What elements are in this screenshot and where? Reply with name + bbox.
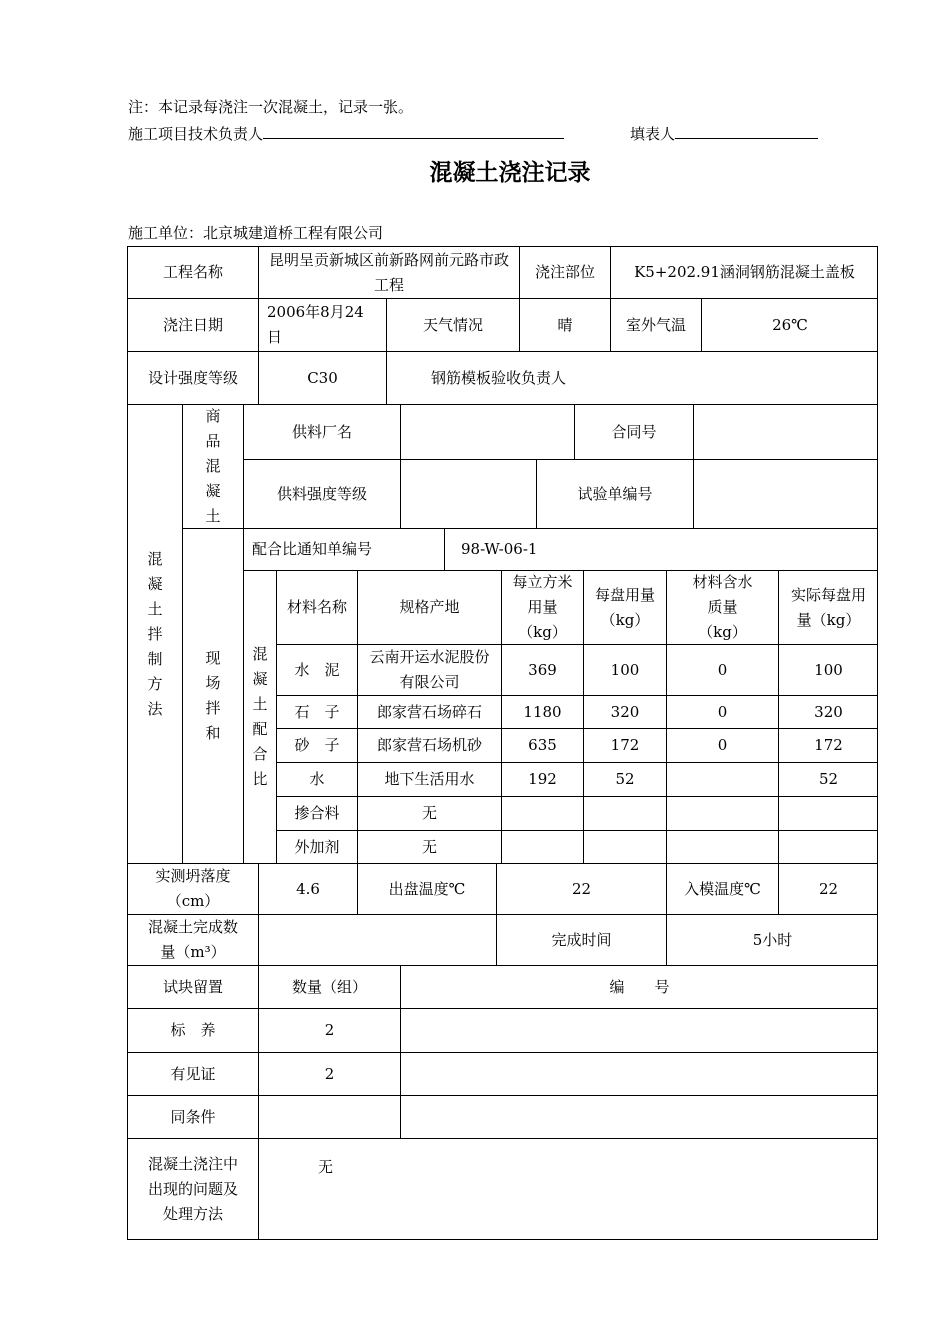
table-row-actual bbox=[779, 797, 878, 830]
onsite-mixing-label: 现场拌和 bbox=[205, 649, 221, 742]
supply-grade-label: 供料强度等级 bbox=[276, 484, 367, 503]
table-row-moisture bbox=[667, 763, 778, 796]
mix-notice-label: 配合比通知单编号 bbox=[252, 540, 373, 558]
table-row-spec: 无 bbox=[421, 804, 437, 822]
col-per-m3: 每立方米用量（kg） bbox=[512, 573, 573, 641]
finish-time-value: 5小时 bbox=[752, 930, 793, 949]
supplier-value bbox=[401, 405, 574, 459]
pour-date-value: 2006年8月24日 bbox=[267, 303, 364, 346]
table-row-per-batch bbox=[584, 831, 666, 863]
table-row-spec: 郎家营石场碎石 bbox=[376, 702, 482, 721]
outlet-temp-label: 出盘温度℃ bbox=[388, 879, 466, 898]
table-row-per-m3: 635 bbox=[528, 736, 557, 754]
tech-lead-field[interactable] bbox=[263, 124, 564, 139]
table-row-moisture: 0 bbox=[717, 736, 728, 754]
table-row-per-batch: 52 bbox=[615, 770, 635, 788]
weather-label: 天气情况 bbox=[422, 315, 483, 334]
outlet-temp-value: 22 bbox=[571, 879, 592, 898]
problems-label: 混凝土浇注中出现的问题及处理方法 bbox=[147, 1154, 238, 1223]
table-row-code bbox=[401, 1096, 878, 1138]
table-row-name: 水 泥 bbox=[294, 660, 340, 679]
slump-label: 实测坍落度（cm） bbox=[155, 867, 231, 910]
construction-unit: 施工单位：北京城建道桥工程有限公司 bbox=[128, 224, 384, 242]
table-row-code bbox=[401, 1009, 878, 1052]
slump-value: 4.6 bbox=[296, 879, 320, 898]
mix-ratio-label: 混凝土配合比 bbox=[252, 645, 268, 788]
table-row-spec: 郎家营石场机砂 bbox=[376, 736, 482, 754]
table-row-qty: 2 bbox=[324, 1021, 335, 1039]
table-row-spec: 无 bbox=[421, 837, 437, 856]
table-row-actual: 100 bbox=[814, 660, 843, 679]
col-spec-origin: 规格产地 bbox=[399, 598, 460, 616]
page-title: 混凝土浇注记录 bbox=[429, 160, 591, 186]
table-row-per-batch bbox=[584, 797, 666, 830]
pour-location-value: K5+202.91涵洞钢筋混凝土盖板 bbox=[634, 263, 855, 281]
table-row-moisture: 0 bbox=[717, 702, 728, 721]
finish-time-label: 完成时间 bbox=[551, 930, 612, 949]
col-per-batch: 每盘用量（kg） bbox=[594, 585, 655, 629]
pour-location-label: 浇注部位 bbox=[534, 263, 595, 281]
col-actual: 实际每盘用量（kg） bbox=[790, 585, 866, 629]
project-name-label: 工程名称 bbox=[162, 263, 223, 281]
table-row-actual: 172 bbox=[814, 736, 843, 754]
table-row-per-batch: 172 bbox=[610, 736, 640, 754]
table-row-qty: 2 bbox=[324, 1064, 335, 1083]
table-row-spec: 云南开运水泥股份有限公司 bbox=[369, 648, 490, 691]
table-row-actual: 52 bbox=[818, 770, 839, 788]
filler-label: 填表人 bbox=[630, 125, 676, 143]
table-row-name: 标 养 bbox=[170, 1021, 216, 1039]
rebar-inspector-value bbox=[611, 352, 878, 404]
table-row-per-m3 bbox=[502, 797, 583, 830]
volume-value bbox=[259, 915, 496, 965]
note-text: 注：本记录每浇注一次混凝土，记录一张。 bbox=[128, 98, 414, 116]
specimens-qty-label: 数量（组） bbox=[291, 977, 367, 996]
table-row-per-m3: 192 bbox=[528, 770, 557, 788]
design-grade-label: 设计强度等级 bbox=[147, 368, 238, 387]
specimens-code-label: 编 号 bbox=[609, 977, 670, 996]
volume-label: 混凝土完成数量（m³） bbox=[147, 918, 238, 961]
table-row-name: 掺合料 bbox=[294, 804, 340, 822]
col-material-name: 材料名称 bbox=[287, 598, 348, 616]
table-row-name: 石 子 bbox=[294, 702, 340, 721]
table-row-moisture bbox=[667, 831, 778, 863]
table-row-code bbox=[401, 1053, 878, 1095]
table-row-name: 有见证 bbox=[170, 1064, 216, 1083]
contract-value bbox=[694, 405, 878, 459]
table-row-per-batch: 320 bbox=[610, 702, 640, 721]
supply-grade-value bbox=[401, 460, 536, 528]
supplier-label: 供料厂名 bbox=[291, 422, 352, 441]
table-row-name: 同条件 bbox=[170, 1107, 216, 1126]
table-row-name: 砂 子 bbox=[294, 736, 340, 754]
table-row-per-m3: 1180 bbox=[523, 702, 562, 721]
test-no-label: 试验单编号 bbox=[577, 484, 653, 503]
table-row-spec: 地下生活用水 bbox=[384, 770, 475, 788]
outdoor-temp-label: 室外气温 bbox=[625, 315, 686, 334]
table-row-name: 水 bbox=[309, 770, 325, 788]
table-row-actual: 320 bbox=[814, 702, 843, 721]
table-row-name: 外加剂 bbox=[294, 837, 340, 856]
col-moisture: 材料含水质量（kg） bbox=[692, 573, 753, 641]
problems-value: 无 bbox=[318, 1158, 334, 1176]
table-row-per-m3: 369 bbox=[528, 660, 557, 679]
mold-temp-label: 入模温度℃ bbox=[684, 879, 761, 898]
tech-lead-label: 施工项目技术负责人 bbox=[128, 125, 264, 143]
filler-field[interactable] bbox=[675, 124, 818, 139]
table-row-qty bbox=[259, 1096, 400, 1138]
commercial-concrete-label: 商品混凝土 bbox=[205, 407, 221, 525]
test-no-value bbox=[694, 460, 878, 528]
outdoor-temp-value: 26℃ bbox=[772, 315, 808, 334]
weather-value: 晴 bbox=[557, 315, 573, 334]
pour-date-label: 浇注日期 bbox=[162, 315, 223, 334]
project-name-value: 昆明呈贡新城区前新路网前元路市政工程 bbox=[269, 250, 510, 294]
mixing-method-label: 混凝土拌制方法 bbox=[147, 549, 163, 718]
filler-line bbox=[630, 123, 818, 144]
mix-notice-value: 98-W-06-1 bbox=[461, 540, 538, 558]
table-row-moisture: 0 bbox=[717, 660, 728, 679]
table-row-per-batch: 100 bbox=[610, 660, 640, 679]
design-grade-value: C30 bbox=[307, 368, 338, 387]
table-row-per-m3 bbox=[502, 831, 583, 863]
table-row-moisture bbox=[667, 797, 778, 830]
tech-lead-line bbox=[128, 123, 564, 144]
specimens-label: 试块留置 bbox=[162, 977, 223, 996]
record-table bbox=[127, 246, 878, 1240]
mold-temp-value: 22 bbox=[818, 879, 839, 898]
table-row-actual bbox=[779, 831, 878, 863]
contract-label: 合同号 bbox=[611, 422, 657, 441]
rebar-inspector-label: 钢筋模板验收负责人 bbox=[430, 368, 566, 387]
